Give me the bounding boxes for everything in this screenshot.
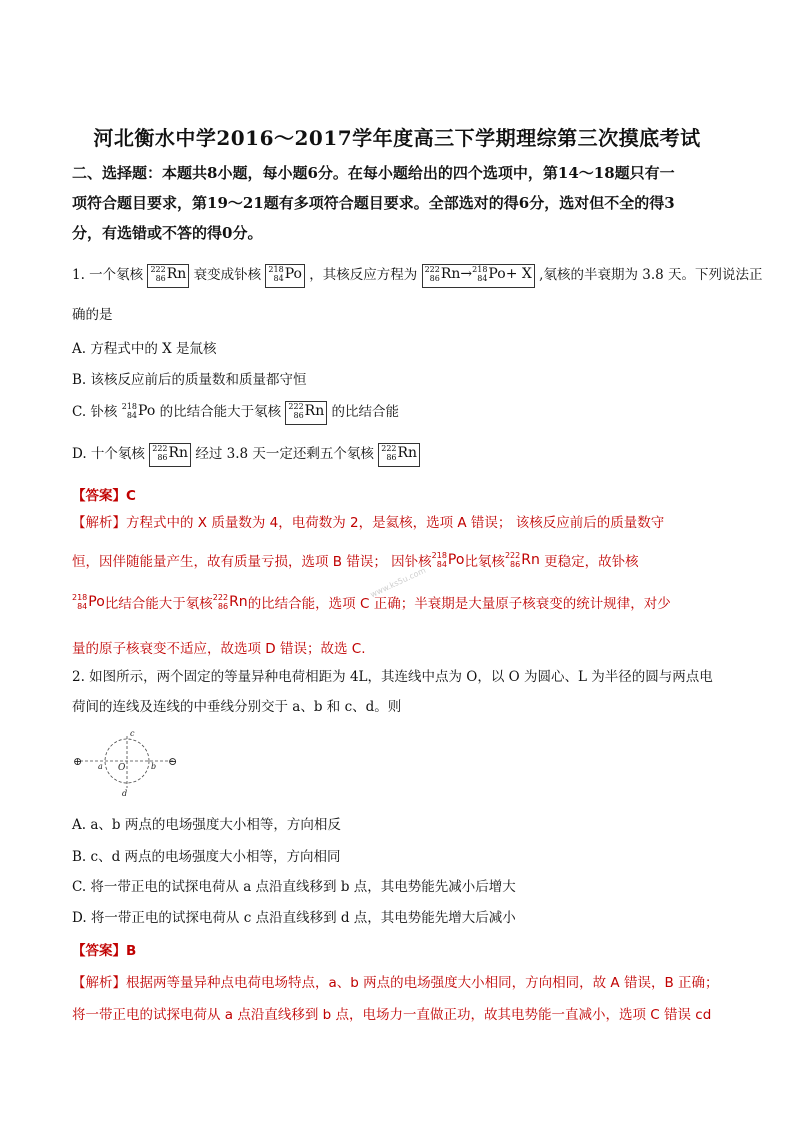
q1-explanation-line2: 恒，因伴随能量产生，故有质量亏损，选项 B 错误； 因钋核 218 84 Po比氡核 222 86 Rn 更稳定，故钋核 [72, 550, 639, 573]
nuclide-po: 218 84 Po [121, 401, 156, 420]
section-header-line: 二、选择题：本题共8小题，每小题6分。在每小题给出的四个选项中，第14～18题只有一 [72, 164, 675, 182]
nuclide-rn: 222 86 Rn [285, 401, 327, 425]
nuclide-rn: 222 86 Rn [212, 593, 248, 611]
q2-option-a: A. a、b 两点的电场强度大小相等，方向相反 [72, 817, 341, 833]
label-o: O [118, 763, 126, 773]
q1-text: ,氡核的半衰期为 3.8 天。下列说法正 [539, 267, 763, 283]
section-header [72, 158, 727, 248]
q1-answer: 【答案】C [72, 488, 136, 504]
positive-charge-icon: ⊕ [73, 755, 83, 768]
nuclide-rn: 222 86 Rn [504, 551, 540, 569]
q2-option-c: C. 将一带正电的试探电荷从 a 点沿直线移到 b 点，其电势能先减小后增大 [72, 879, 516, 895]
q1-stem-line2: 确的是 [72, 307, 113, 323]
watermark: www.ks5u.com [368, 565, 428, 600]
nuclide-rn: 222 86 Rn [378, 443, 420, 467]
nuclide-po: 218 84 Po [72, 593, 105, 611]
label-b: b [151, 762, 157, 771]
q1-option-a: A. 方程式中的 X 是氚核 [72, 341, 217, 357]
q2-stem-line1: 2. 如图所示，两个固定的等量异种电荷相距为 4L，其连线中点为 O，以 O 为圆心、L 为半径的圆与两点电 [72, 669, 713, 685]
q2-stem-line2: 荷间的连线及连线的中垂线分别交于 a、b 和 c、d。则 [72, 699, 402, 715]
nuclide-po: 218 84 Po [265, 264, 305, 288]
q1-text: 衰变成钋核 [193, 267, 262, 283]
page-title: 河北衡水中学2016～2017学年度高三下学期理综第三次摸底考试 [93, 126, 701, 150]
q2-option-b: B. c、d 两点的电场强度大小相等，方向相同 [72, 849, 341, 865]
q2-explanation-line2: 将一带正电的试探电荷从 a 点沿直线移到 b 点，电场力一直做正功，故其电势能一直减小，选项 C 错误 cd [72, 1007, 712, 1023]
nuclide-rn: 222 86 Rn [149, 443, 191, 467]
q2-option-d: D. 将一带正电的试探电荷从 c 点沿直线移到 d 点，其电势能先增大后减小 [72, 910, 516, 926]
section-header-line: 项符合题目要求，第19～21题有多项符合题目要求。全部选对的得6分，选对但不全的得3 [72, 194, 675, 212]
reaction-equation: 222 86 Rn→ 218 84 Po+ X [422, 264, 535, 288]
q1-text: ，其核反应方程为 [309, 267, 418, 283]
section-header-line: 分，有选错或不答的得0分。 [72, 224, 263, 242]
negative-charge-icon: ⊖ [168, 755, 178, 768]
q1-explanation-line1: 【解析】方程式中的 X 质量数为 4，电荷数为 2，是氦核，选项 A 错误； 该核反应前后的质量数守 [72, 515, 665, 531]
nuclide-rn: 222 86 Rn [147, 264, 189, 288]
label-c: c [130, 729, 135, 738]
q1-option-c: C. 钋核 218 84 Po 的比结合能大于氡核 222 86 Rn 的比结合能 [72, 400, 399, 425]
q1-text: 1. 一个氡核 [72, 267, 144, 283]
q2-answer: 【答案】B [72, 943, 137, 959]
q1-explanation-line3: 218 84 Po比结合能大于氡核 222 86 Rn的比结合能，选项 C 正确；半衰期是大量原子核衰变的统计规律，对少 [72, 592, 671, 615]
q1-stem-line1 [72, 263, 763, 288]
nuclide-po: 218 84 Po [431, 551, 465, 569]
q1-explanation-line4: 量的原子核衰变不适应，故选项 D 错误；故选 C. [72, 641, 366, 657]
label-d: d [122, 789, 128, 798]
q1-option-b: B. 该核反应前后的质量数和质量都守恒 [72, 372, 307, 388]
q1-option-d: D. 十个氡核 222 86 Rn 经过 3.8 天一定还剩五个氡核 222 86 Rn [72, 442, 420, 467]
q2-explanation-line1: 【解析】根据两等量异种点电荷电场特点，a、b 两点的电场强度大小相同，方向相同，故 A 错误，B 正确； [72, 975, 719, 991]
label-a: a [98, 762, 103, 771]
charge-diagram [72, 728, 182, 798]
